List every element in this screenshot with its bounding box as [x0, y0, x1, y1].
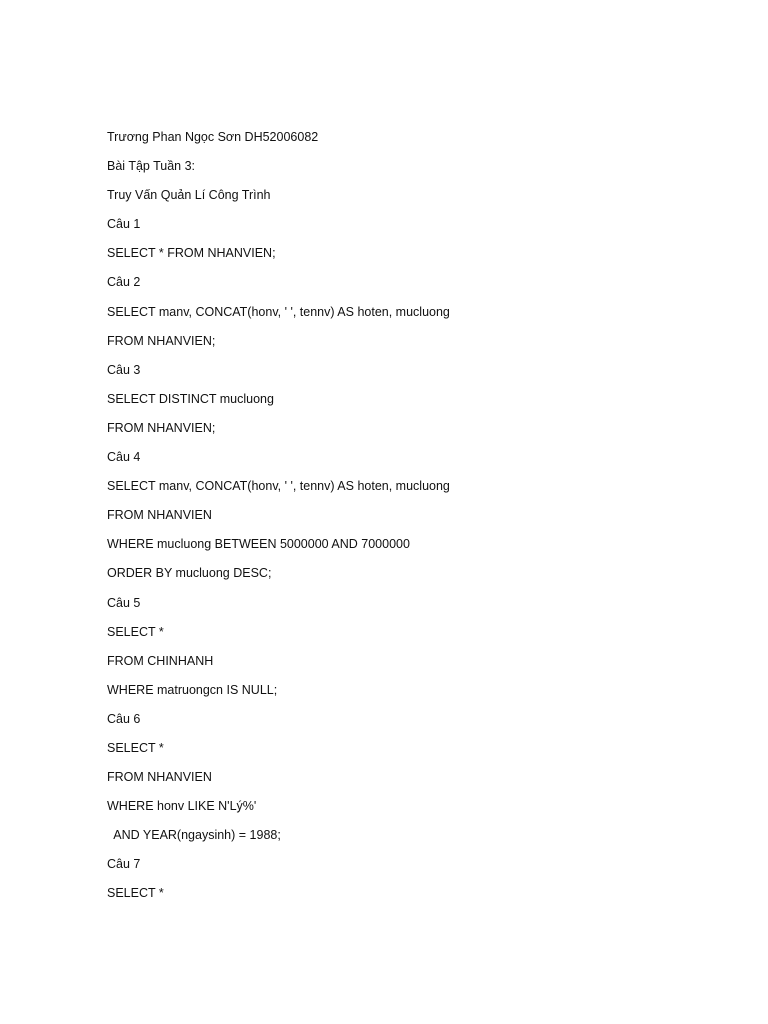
sql-line: SELECT *	[107, 740, 164, 755]
sql-line: FROM NHANVIEN;	[107, 333, 216, 348]
sql-line: WHERE mucluong BETWEEN 5000000 AND 7000000	[107, 537, 410, 552]
sql-line: FROM NHANVIEN	[107, 770, 212, 785]
sql-line: WHERE matruongcn IS NULL;	[107, 682, 278, 697]
sql-line: WHERE honv LIKE N'Lý%'	[107, 799, 257, 814]
sql-line: SELECT * FROM NHANVIEN;	[107, 246, 276, 261]
document-body	[107, 128, 707, 914]
assignment-title: Bài Tập Tuần 3:	[107, 159, 196, 174]
question-heading-7: Câu 7	[107, 857, 141, 872]
sql-line: AND YEAR(ngaysinh) = 1988;	[107, 828, 281, 843]
sql-line: SELECT *	[107, 886, 164, 901]
question-heading-6: Câu 6	[107, 711, 141, 726]
sql-line: FROM NHANVIEN;	[107, 420, 216, 435]
sql-line: FROM CHINHANH	[107, 653, 214, 668]
sql-line: SELECT manv, CONCAT(honv, ' ', tennv) AS hoten, mucluong	[107, 304, 450, 319]
sql-line: SELECT *	[107, 624, 164, 639]
sql-line: SELECT manv, CONCAT(honv, ' ', tennv) AS hoten, mucluong	[107, 479, 450, 494]
question-heading-2: Câu 2	[107, 275, 141, 290]
sql-line: FROM NHANVIEN	[107, 508, 212, 523]
sql-line: ORDER BY mucluong DESC;	[107, 566, 272, 581]
question-heading-5: Câu 5	[107, 595, 141, 610]
sql-line: SELECT DISTINCT mucluong	[107, 391, 274, 406]
author-line: Trương Phan Ngọc Sơn DH52006082	[107, 130, 319, 144]
question-heading-1: Câu 1	[107, 217, 141, 232]
question-heading-4: Câu 4	[107, 450, 141, 465]
question-heading-3: Câu 3	[107, 362, 141, 377]
section-title: Truy Vấn Quản Lí Công Trình	[107, 188, 271, 203]
